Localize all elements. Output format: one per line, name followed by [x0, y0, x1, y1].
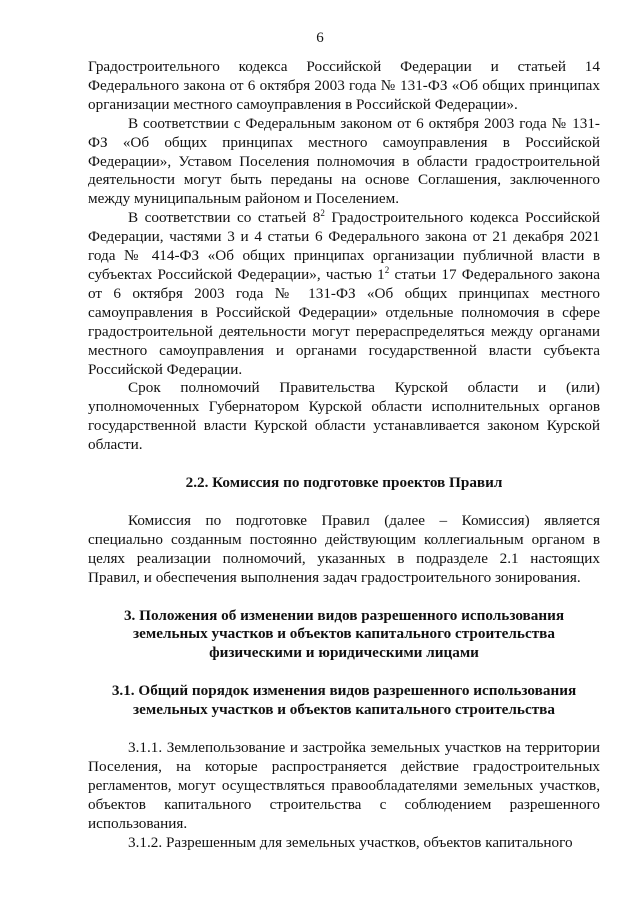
- paragraph-term-of-powers: Срок полномочий Правительства Курской области и (или) уполномоченных Губернатором Курской области исполнительных органов государственной власти Курской области устанавливается законом Курской области.: [88, 379, 600, 454]
- section-heading-3-1: [88, 682, 600, 720]
- paragraph-commission: Комиссия по подготовке Правил (далее – Комиссия) является специально созданным постоянно действующим коллегиальным органом в целях реализации полномочий, указанных в подразделе 2.1 настоящих Правил, и обеспечения выполнения задач градостроительного зонирования.: [88, 511, 600, 586]
- paragraph-3-1-1: 3.1.1. Землепользование и застройка земельных участков на территории Поселения, на которые распространяется действие градостроительных регламентов, могут осуществляться правообладателями земельных участков, объектов капитального строительства с соблюдением разрешенного использования.: [88, 739, 600, 832]
- section-heading-2-2: 2.2. Комиссия по подготовке проектов Правил: [185, 474, 503, 492]
- paragraph-federal-law-powers: В соответствии с Федеральным законом от 6 октября 2003 года № 131-ФЗ «Об общих принципах местного самоуправления в Российской Федерации», Уставом Поселения полномочия в области градостроительной деятельности могут быть переданы на основе Соглашения, заключенного между муниципальным районом и Поселением.: [88, 114, 600, 208]
- heading-line: физическими и юридическими лицами: [209, 644, 479, 662]
- heading-line: земельных участков и объектов капитального строительства: [133, 625, 555, 643]
- heading-line: 3. Положения об изменении видов разрешенного использования: [123, 606, 565, 624]
- section-heading-3: [88, 607, 600, 664]
- paragraph-redistribution-powers: [88, 209, 600, 379]
- superscript: 2: [384, 264, 390, 275]
- paragraph-intro-continuation: Градостроительного кодекса Российской Федерации и статьей 14 Федерального закона от 6 октября 2003 года № 131-ФЗ «Об общих принципах организации местного самоуправления в Российской Федерации».: [88, 58, 600, 113]
- superscript: 2: [320, 208, 325, 219]
- paragraph-part: статьи 17 Федерального закона от 6 октября 2003 года № 131-ФЗ «Об общих принципах местного самоуправления в Российской Федерации» отдельные полномочия в сфере градостроительной деятельности могут перераспределяться между органами местного самоуправления и органами государственной власти субъекта Российской Федерации.: [88, 265, 600, 378]
- page-number: 6: [316, 30, 324, 46]
- heading-line: 3.1. Общий порядок изменения видов разрешенного использования: [111, 682, 577, 700]
- paragraph-part: В соответствии со статьей 8: [128, 209, 321, 227]
- paragraph-3-1-2: 3.1.2. Разрешенным для земельных участков, объектов капитального: [128, 833, 573, 851]
- document-body: [88, 58, 600, 853]
- heading-line: земельных участков и объектов капитального строительства: [133, 701, 555, 719]
- paragraph-part: Градостроительного кодекса Российской Федерации, частями 3 и 4 статьи 6 Федерального закона от 21 декабря 2021 года № 414-ФЗ «Об общих принципах организации публичной власти в субъектах Российской Федерации», частью 1: [88, 209, 601, 283]
